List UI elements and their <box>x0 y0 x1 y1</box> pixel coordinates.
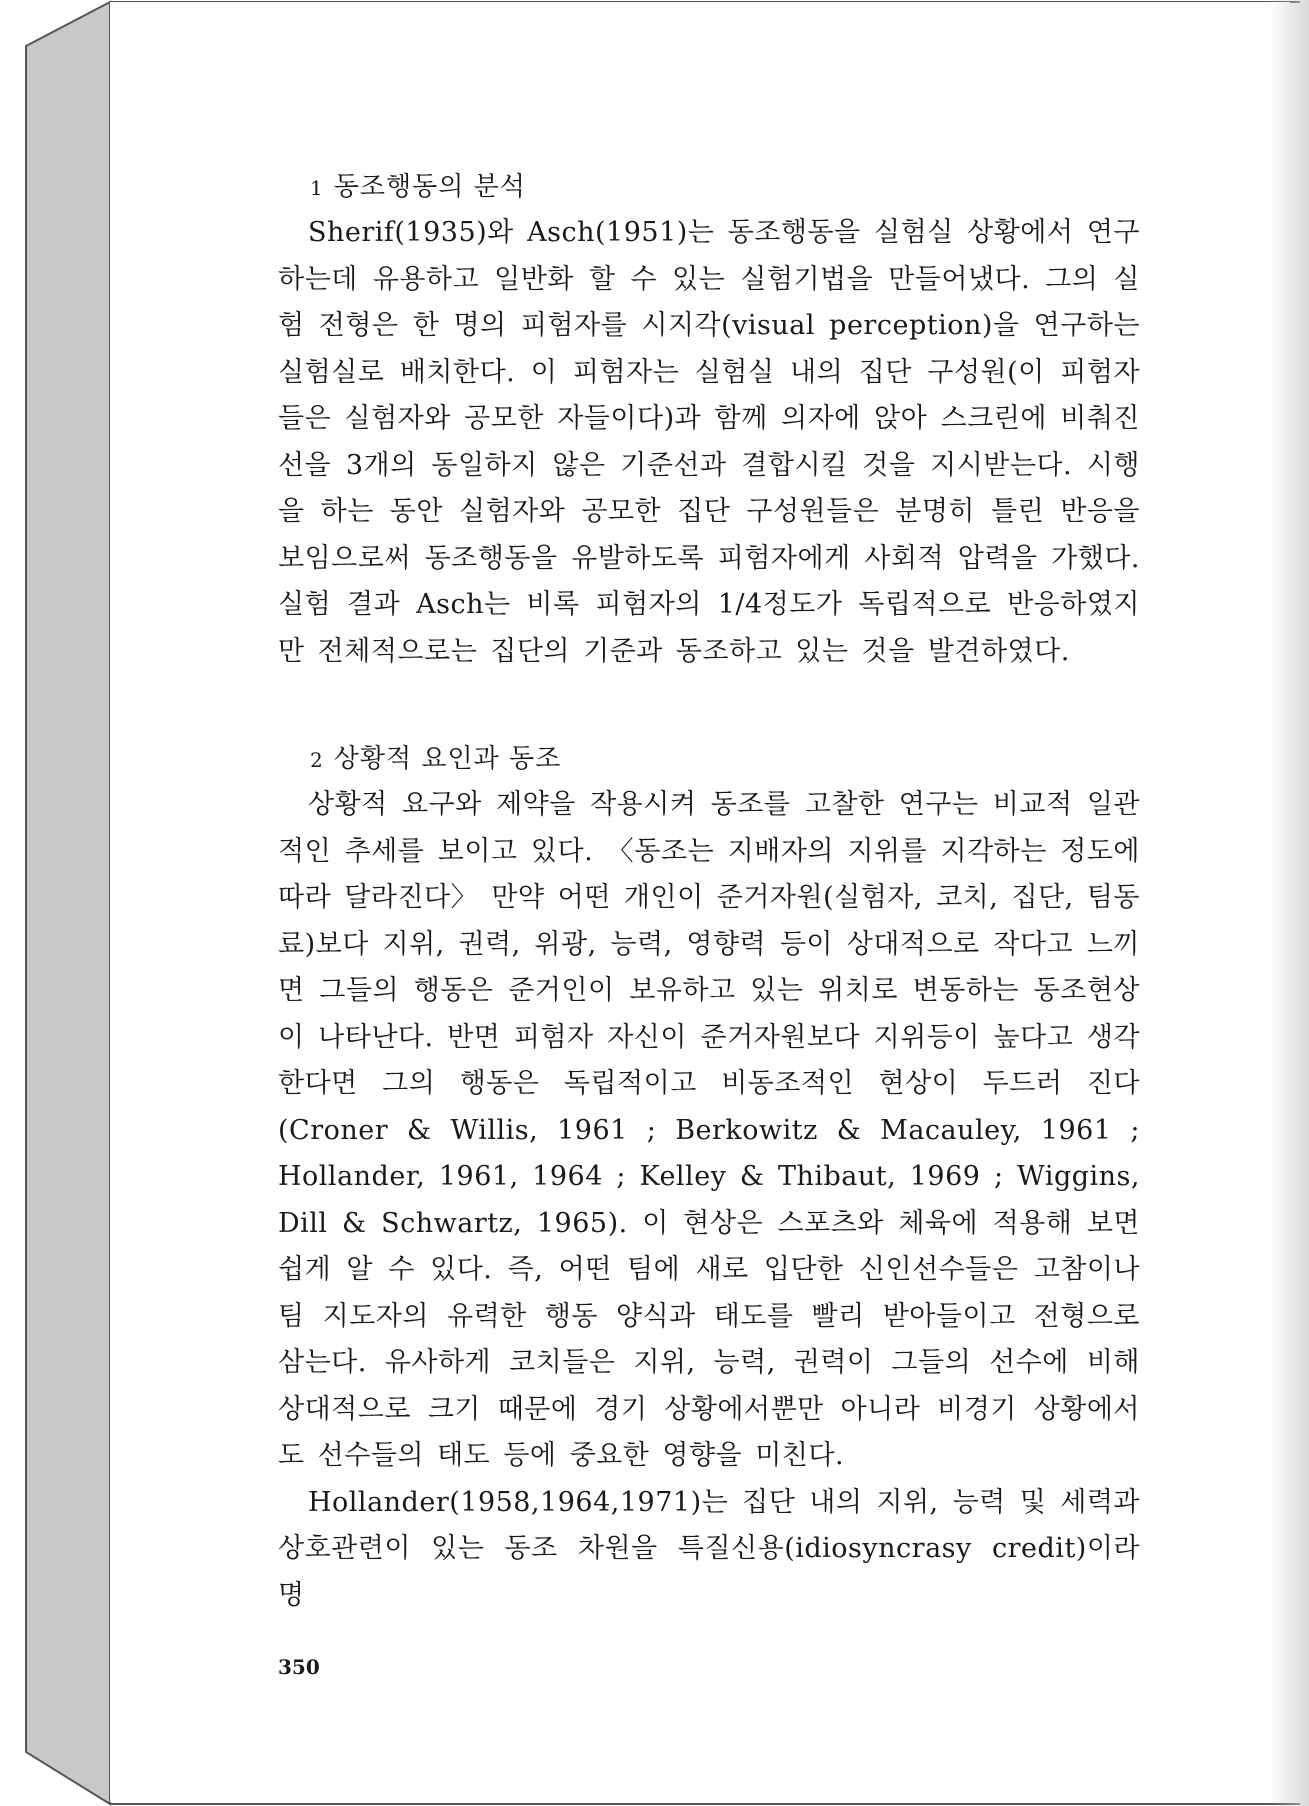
paragraph <box>278 1480 1140 1620</box>
section-heading-1 <box>310 165 1140 210</box>
section-number: 1 <box>310 176 324 200</box>
paragraph-text: Hollander(1958,1964,1971)는 집단 내의 지위, 능력 및 세력과 상호관련이 있는 동조 차원을 특질신용(idiosyncrasy credit)이라 명 <box>278 1486 1140 1611</box>
paragraph-text: 상황적 요구와 제약을 작용시켜 동조를 고찰한 연구는 비교적 일관적인 추세를 보이고 있다. 〈동조는 지배자의 지위를 지각하는 정도에 따라 달라진다〉 만약 어떤 개인이 준거자원(실험자, 코치, 집단, 팀동료)보다 지위, 권력, 위광, 능력, 영향력 등이 상대적으로 작다고 느끼면 그들의 행동은 준거인이 보유하고 있는 위치로 변동하는 동조현상이 나타난다. 반면 피험자 자신이 준거자원보다 지위등이 높다고 생각한다면 그의 행동은 독립적이고 비동조적인 현상이 두드러 진다(Croner & Willis, 1961 ; Berkowitz & Macauley, 1961 ; Hollander, 1961, 1964 ; Kelley & Thibaut, 1969 ; Wiggins, Dill & Schwartz, 1965). 이 현상은 스포츠와 체육에 적용해 보면 쉽게 알 수 있다. 즉, 어떤 팀에 새로 입단한 신인선수들은 고참이나 팀 지도자의 유력한 행동 양식과 태도를 빨리 받아들이고 전형으로 삼는다. 유사하게 코치들은 지위, 능력, 권력이 그들의 선수에 비해 상대적으로 크기 때문에 경기 상황에서뿐만 아니라 비경기 상황에서도 선수들의 태도 등에 중요한 영향을 미친다. <box>278 789 1140 1471</box>
section-number: 2 <box>310 748 324 772</box>
paragraph <box>278 782 1140 1480</box>
page-edge-shadow <box>1269 0 1309 1806</box>
page-content <box>278 165 1140 1619</box>
section-heading-2 <box>310 737 1140 782</box>
section-title: 동조행동의 분석 <box>333 172 526 202</box>
page-number: 350 <box>278 1655 320 1679</box>
paragraph <box>278 210 1140 675</box>
section-title: 상황적 요인과 동조 <box>333 744 562 774</box>
paragraph-text: Sherif(1935)와 Asch(1951)는 동조행동을 실험실 상황에서 연구하는데 유용하고 일반화 할 수 있는 실험기법을 만들어냈다. 그의 실험 전형은 한 명의 피험자를 시지각(visual perception)을 연구하는 실험실로 배치한다. 이 피험자는 실험실 내의 집단 구성원(이 피험자들은 실험자와 공모한 자들이다)과 함께 의자에 앉아 스크린에 비춰진 선을 3개의 동일하지 않은 기준선과 결합시킬 것을 지시받는다. 시행을 하는 동안 실험자와 공모한 집단 구성원들은 분명히 틀린 반응을 보임으로써 동조행동을 유발하도록 피험자에게 사회적 압력을 가했다. 실험 결과 Asch는 비록 피험자의 1/4정도가 독립적으로 반응하였지만 전체적으로는 집단의 기준과 동조하고 있는 것을 발견하였다. <box>278 217 1140 667</box>
